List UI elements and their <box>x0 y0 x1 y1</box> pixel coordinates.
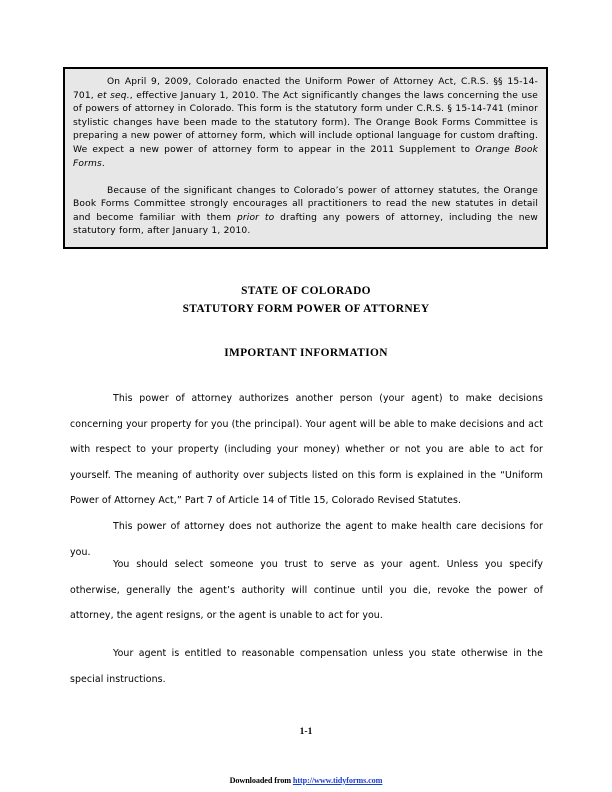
emphasis-text: Orange Book Forms <box>73 144 538 169</box>
body-paragraph-1: This power of attorney authorizes another person (your agent) to make decisions concerning your property for you (the principal). Your agent will be able to make decisions and act with respect to your property (including your money) whether or not you are able to act for yourself. The meaning of authority over subjects listed on this form is explained in the “Uniform Power of Attorney Act,” Part 7 of Article 14 of Title 15, Colorado Revised Statutes. <box>70 393 543 507</box>
body-paragraph-4-container <box>70 641 543 692</box>
heading-statutory-form-power-of-attorney: STATUTORY FORM POWER OF ATTORNEY <box>182 303 430 315</box>
plain-text: Because of the significant changes to Colorado’s power of attorney statutes, the Orange Book Forms Committee strongly encourages all practitioners to read the new statutes in detail and become familiar with them <box>73 185 538 223</box>
notice-paragraph-2 <box>73 185 538 239</box>
download-attribution <box>0 776 612 785</box>
body-paragraph-2: This power of attorney does not authorize the agent to make health care decisions for you. <box>70 521 543 558</box>
download-label: Downloaded from <box>229 776 293 785</box>
page-number: 1-1 <box>299 727 313 737</box>
heading-important-information: IMPORTANT INFORMATION <box>224 347 388 359</box>
body-paragraph-1-container <box>70 386 543 514</box>
plain-text: drafting any powers of attorney, including the new statutory form, after January 1, 2010. <box>73 212 538 237</box>
emphasis-text: prior to <box>236 212 275 223</box>
body-paragraph-4: Your agent is entitled to reasonable compensation unless you state otherwise in the special instructions. <box>70 648 543 685</box>
body-paragraph-3-container <box>70 552 543 629</box>
heading-state-of-colorado: STATE OF COLORADO <box>241 285 371 297</box>
plain-text: , effective January 1, 2010. The Act significantly changes the laws concerning the use of powers of attorney in Colorado. This form is the statutory form under C.R.S. § 15-14-741 (minor stylistic changes have been made to the statutory form). The Orange Book Forms Committee is preparing a new power of attorney form, which will include optional language for custom drafting. We expect a new power of attorney form to appear in the 2011 Supplement to <box>73 90 539 155</box>
download-url-link[interactable]: http://www.tidyforms.com <box>292 776 383 785</box>
notice-paragraph-1 <box>73 76 538 171</box>
notice-box <box>63 67 548 249</box>
emphasis-text: et seq. <box>97 90 130 101</box>
body-paragraph-3: You should select someone you trust to serve as your agent. Unless you specify otherwise, generally the agent’s authority will continue until you die, revoke the power of attorney, the agent resigns, or the agent is unable to act for you. <box>70 559 543 622</box>
plain-text: On April 9, 2009, Colorado enacted the Uniform Power of Attorney Act, C.R.S. §§ 15-14-701, <box>73 77 538 101</box>
plain-text: . <box>101 158 105 169</box>
